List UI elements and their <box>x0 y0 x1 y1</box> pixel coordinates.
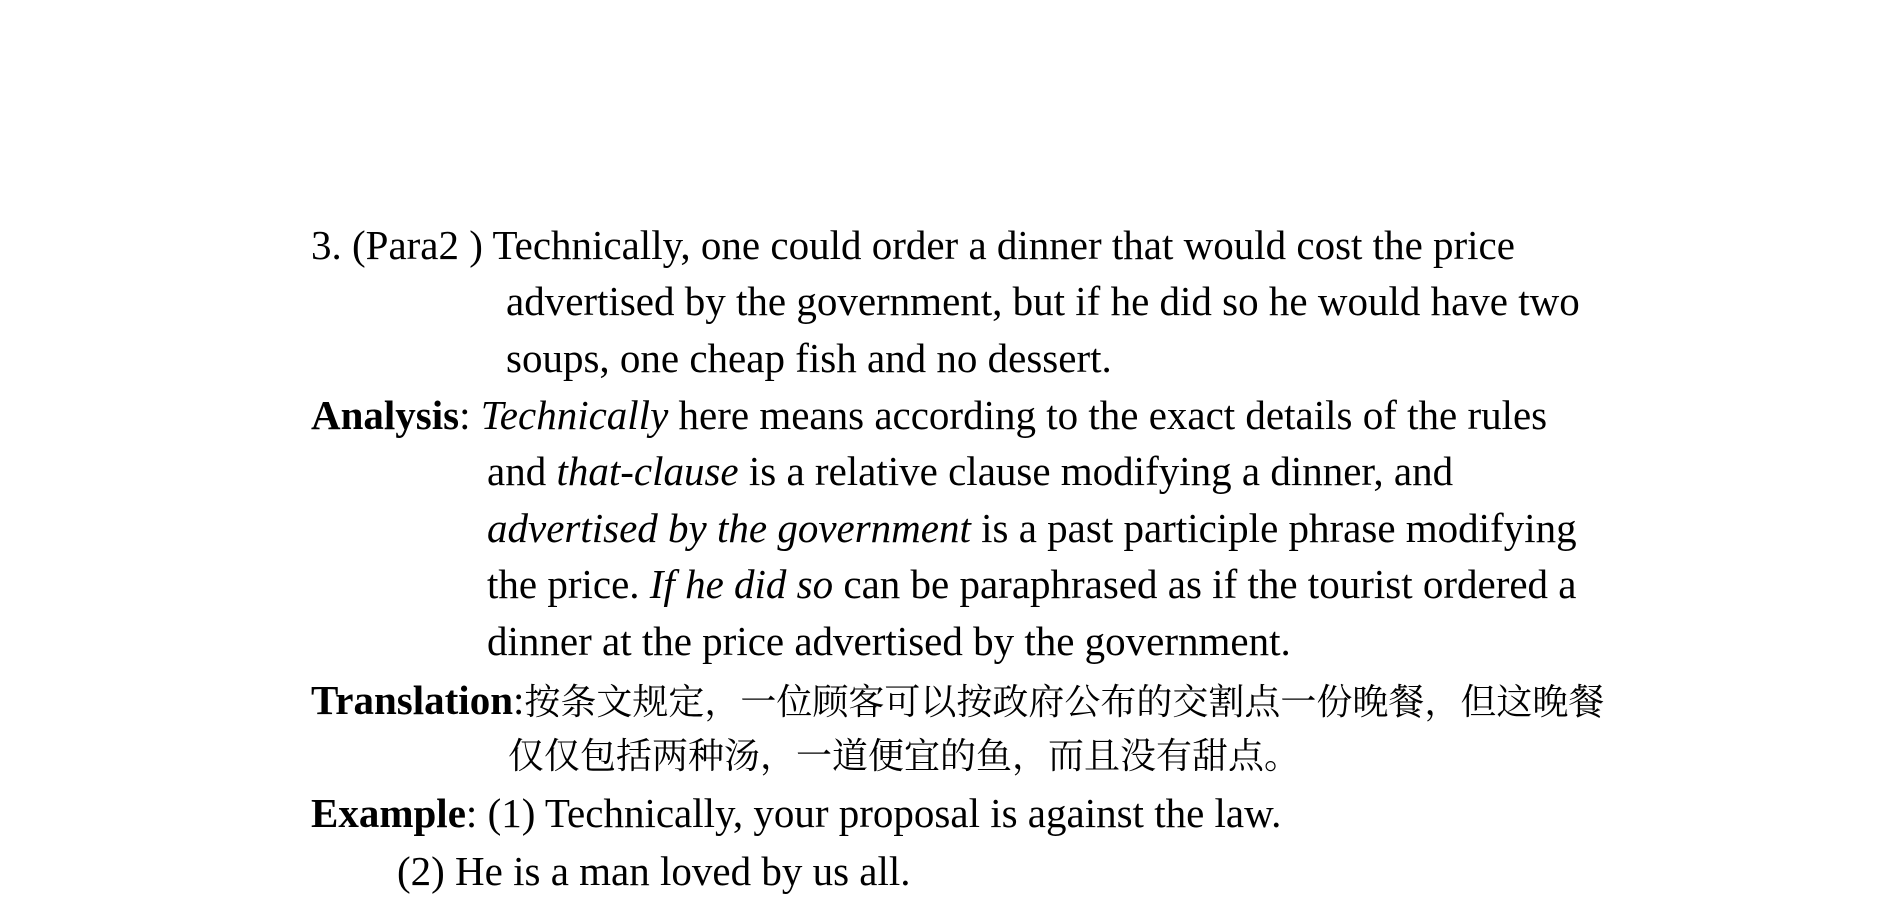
analysis-text: can be paraphrased as if the tourist ordered a <box>833 561 1577 607</box>
example-colon: : <box>465 790 488 836</box>
item-number: 3. (Para2 ) <box>311 222 483 268</box>
sentence-line: soups, one cheap fish and no dessert. <box>506 335 1112 381</box>
translation-line-1 <box>311 677 1605 723</box>
analysis-text: the price. <box>487 561 650 607</box>
translation-label: Translation <box>311 677 513 723</box>
analysis-term: that-clause <box>556 448 739 494</box>
example-item: (1) Technically, your proposal is against the law. <box>487 790 1282 836</box>
item-line-1 <box>311 222 1515 268</box>
analysis-term: advertised by the government <box>487 505 971 551</box>
translation-colon: : <box>513 677 525 723</box>
analysis-colon: : <box>459 392 471 438</box>
analysis-line-3 <box>487 505 1577 551</box>
sentence-line: advertised by the government, but if he did so he would have two <box>506 278 1580 324</box>
translation-line-2: 仅仅包括两种汤，一道便宜的鱼，而且没有甜点。 <box>508 736 1301 777</box>
analysis-text: is a past participle phrase modifying <box>970 505 1577 551</box>
analysis-term: Technically <box>480 392 669 438</box>
analysis-term: If he did so <box>649 561 834 607</box>
analysis-text: is a relative clause modifying a dinner, and <box>738 448 1454 494</box>
example-line-1 <box>311 790 1282 836</box>
analysis-line-2 <box>487 448 1454 494</box>
analysis-text: here means according to the exact details of the rules <box>668 392 1548 438</box>
analysis-text: and <box>487 448 557 494</box>
sentence-line: Technically, one could order a dinner that would cost the price <box>492 222 1515 268</box>
analysis-line-5: dinner at the price advertised by the government. <box>487 618 1291 664</box>
translation-text: 按条文规定，一位顾客可以按政府公布的交割点一份晚餐，但这晚餐 <box>524 682 1605 723</box>
analysis-label: Analysis <box>311 392 460 438</box>
analysis-line-1 <box>311 392 1548 438</box>
analysis-line-4 <box>487 561 1577 607</box>
example-label: Example <box>311 790 466 836</box>
example-item: (2) He is a man loved by us all. <box>397 848 911 894</box>
